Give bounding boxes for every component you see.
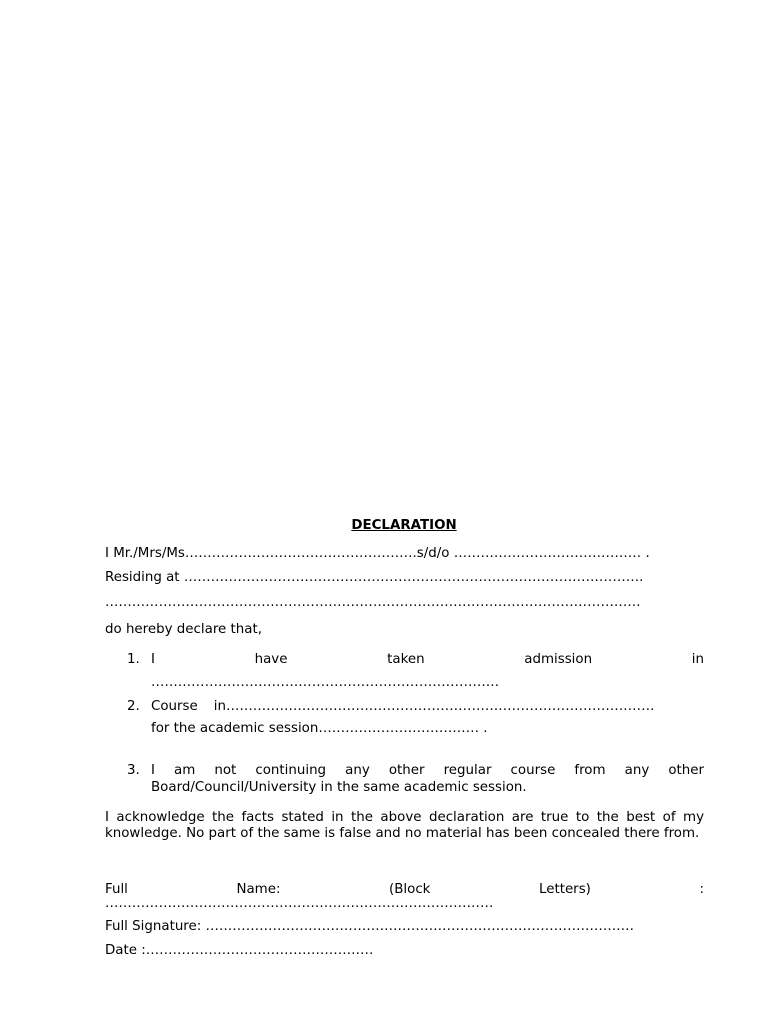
residing-line-1: Residing at …………………………………………………………………………………………. — [105, 570, 644, 585]
item-1-word: admission — [524, 652, 593, 667]
item-2-course-dots: in…………………………………………………………………………………… — [213, 699, 655, 714]
full-name-word: Full — [105, 882, 128, 897]
item-1-word: taken — [387, 652, 425, 667]
item-1-number: 1. — [127, 652, 140, 667]
item-2-number: 2. — [127, 699, 140, 714]
item-3-line-1: I am not continuing any other regular course from any other — [151, 763, 704, 778]
acknowledge-paragraph: I acknowledge the facts stated in the above declaration are true to the best of my knowledge. No part of the same is false and no material has been concealed there from. — [105, 810, 704, 841]
residing-line-2: ………………………………………………………………………………………………………… — [105, 595, 641, 610]
item-2-line-1 — [151, 699, 704, 715]
item-3-line-2: Board/Council/University in the same academic session. — [151, 780, 527, 795]
full-name-word: Name: — [236, 882, 281, 897]
item-1-word: I — [151, 652, 155, 667]
full-name-word: : — [699, 882, 704, 897]
item-1-line-2: …………………………………………………………………… — [151, 675, 500, 690]
declaration-title: DECLARATION — [351, 518, 457, 533]
item-1-line-1 — [151, 652, 704, 668]
full-name-word: Letters) — [538, 882, 591, 897]
item-1-word: have — [254, 652, 288, 667]
date-line: Date :…………………………………………… — [105, 943, 374, 958]
full-name-word: (Block — [389, 882, 431, 897]
signature-line: Full Signature: …………………………………………………………………………………… — [105, 919, 635, 934]
item-2-line-2: for the academic session……………………………… . — [151, 721, 488, 736]
declare-line: do hereby declare that, — [105, 622, 262, 637]
item-3-number: 3. — [127, 763, 140, 778]
name-line: I Mr./Mrs/Ms…………………………………………….s/d/o …………………………………… . — [105, 546, 650, 561]
item-1-word: in — [691, 652, 704, 667]
item-2-course-label: Course — [151, 699, 198, 714]
full-name-dots: …………………………………………………………………………… — [105, 896, 494, 911]
